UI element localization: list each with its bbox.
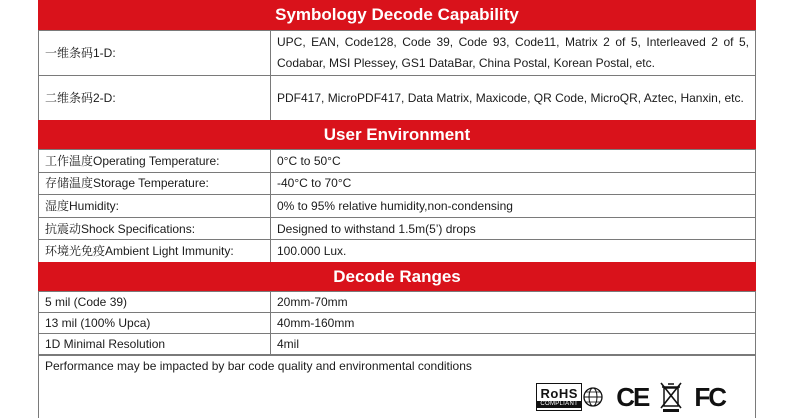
rohs-logo-subtext: COMPLIANT bbox=[537, 401, 581, 408]
row-value: UPC, EAN, Code128, Code 39, Code 93, Code11, Matrix 2 of 5, Interleaved 2 of 5, Codabar, MSI Plessey, GS1 DataBar, China Postal, Korean Postal, etc. bbox=[271, 31, 756, 76]
row-value: 0% to 95% relative humidity,non-condensing bbox=[271, 195, 756, 218]
globe-icon bbox=[582, 386, 604, 408]
row-value: 4mil bbox=[271, 334, 756, 355]
table-row bbox=[39, 195, 756, 218]
performance-note: Performance may be impacted by bar code quality and environmental conditions bbox=[38, 355, 756, 375]
row-label: 存储温度Storage Temperature: bbox=[39, 172, 271, 195]
row-label: 二维条码2-D: bbox=[39, 76, 271, 121]
row-label: 一维条码1-D: bbox=[39, 31, 271, 76]
table-row bbox=[39, 150, 756, 173]
table-row bbox=[39, 292, 756, 313]
row-label: 5 mil (Code 39) bbox=[39, 292, 271, 313]
rohs-logo-text: RoHS bbox=[540, 385, 578, 401]
row-label: 工作温度Operating Temperature: bbox=[39, 150, 271, 173]
weee-bin-icon bbox=[660, 382, 682, 412]
table-row bbox=[39, 217, 756, 240]
row-value: 100.000 Lux. bbox=[271, 240, 756, 263]
row-label: 湿度Humidity: bbox=[39, 195, 271, 218]
section-header-symbology: Symbology Decode Capability bbox=[38, 0, 756, 30]
ce-mark: CE bbox=[616, 382, 649, 412]
spec-sheet bbox=[38, 0, 756, 418]
row-label: 环境光免疫Ambient Light Immunity: bbox=[39, 240, 271, 263]
table-row bbox=[39, 313, 756, 334]
symbology-table bbox=[38, 30, 756, 121]
table-row bbox=[39, 334, 756, 355]
row-value: Designed to withstand 1.5m(5’) drops bbox=[271, 217, 756, 240]
section-header-environment: User Environment bbox=[38, 120, 756, 149]
certification-marks bbox=[536, 381, 725, 413]
row-label: 13 mil (100% Upca) bbox=[39, 313, 271, 334]
row-value: 40mm-160mm bbox=[271, 313, 756, 334]
rohs-logo bbox=[536, 383, 604, 411]
table-row bbox=[39, 172, 756, 195]
ranges-table bbox=[38, 291, 756, 355]
row-value: 0°C to 50°C bbox=[271, 150, 756, 173]
certification-footer bbox=[38, 375, 756, 418]
row-label: 1D Minimal Resolution bbox=[39, 334, 271, 355]
environment-table bbox=[38, 149, 756, 263]
row-value: PDF417, MicroPDF417, Data Matrix, Maxicode, QR Code, MicroQR, Aztec, Hanxin, etc. bbox=[271, 76, 756, 121]
fcc-logo: FC bbox=[694, 382, 725, 412]
section-header-ranges: Decode Ranges bbox=[38, 262, 756, 291]
table-row bbox=[39, 31, 756, 76]
row-value: -40°C to 70°C bbox=[271, 172, 756, 195]
table-row bbox=[39, 240, 756, 263]
table-row bbox=[39, 76, 756, 121]
row-value: 20mm-70mm bbox=[271, 292, 756, 313]
row-label: 抗震动Shock Specifications: bbox=[39, 217, 271, 240]
